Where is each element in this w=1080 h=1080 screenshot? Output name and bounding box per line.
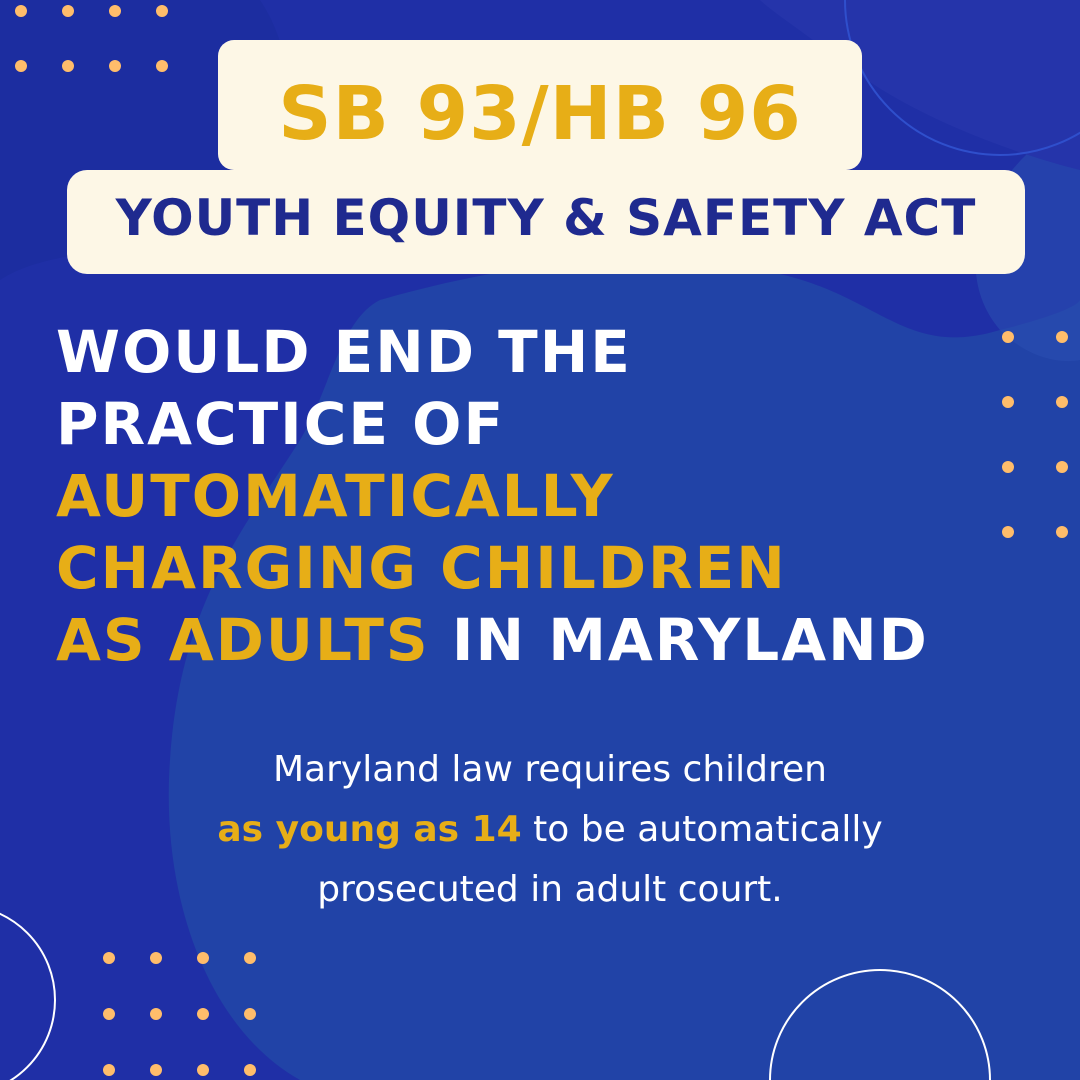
headline <box>56 316 1046 676</box>
headline-line-2: PRACTICE OF <box>56 390 506 458</box>
body-line-2 <box>150 800 950 860</box>
headline-line-3: AUTOMATICALLY <box>56 462 615 530</box>
body-text <box>150 740 950 920</box>
bill-number: SB 93/HB 96 <box>278 71 802 157</box>
body-line-3: prosecuted in adult court. <box>317 869 783 910</box>
body-line-1: Maryland law requires children <box>273 749 827 790</box>
headline-highlight-as-adults: AS ADULTS <box>56 606 430 674</box>
headline-line-4: CHARGING CHILDREN <box>56 534 787 602</box>
headline-line-1: WOULD END THE <box>56 318 632 386</box>
act-name: YOUTH EQUITY & SAFETY ACT <box>115 189 977 247</box>
outline-circle-bottom-left <box>0 905 55 1080</box>
headline-line-5 <box>56 604 1046 676</box>
body-highlight-age: as young as 14 <box>217 809 522 850</box>
headline-in-maryland: IN MARYLAND <box>429 606 929 674</box>
body-line-2-rest: to be automatically <box>521 809 883 850</box>
